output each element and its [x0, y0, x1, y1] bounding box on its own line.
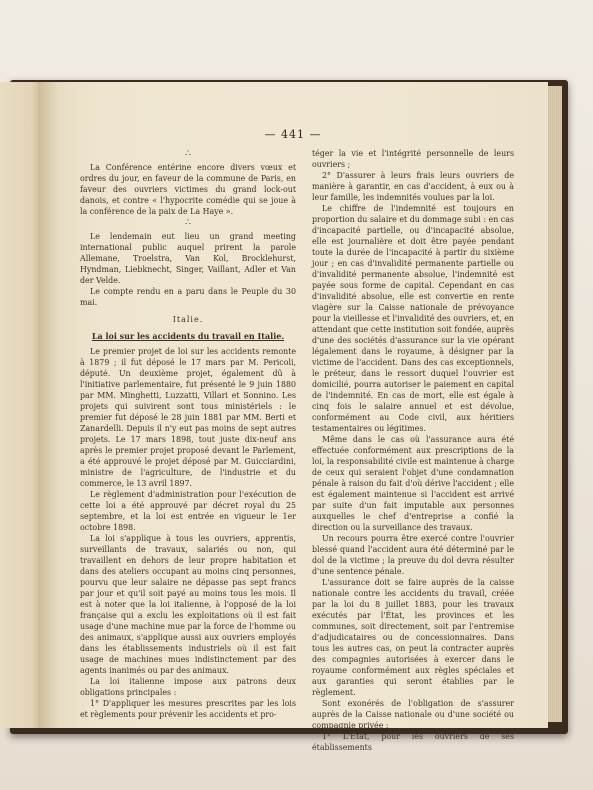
right-column [312, 148, 514, 753]
paragraph: Le compte rendu en a paru dans le Peuple du 30 mai. [80, 287, 296, 307]
paragraph: 1° D'appliquer les mesures prescrites par les lois et règlements pour prévenir les accidents et pro- [80, 699, 296, 719]
paragraph: La Conférence entérine encore divers vœux et ordres du jour, en faveur de la commune de Paris, en faveur des ouvriers victimes du grand lock-out danois, et contre « l'hypocrite comédie qui se joue à la conférence de la paix de La Haye ». [80, 163, 296, 216]
paragraph: La loi italienne impose aux patrons deux obligations principales : [80, 677, 296, 697]
paragraph: Le premier projet de loi sur les accidents remonte à 1879 ; il fut déposé le 17 mars par M. Pericoli, député. Un deuxième projet, également dû à l'initiative parlementaire, fut présenté le 9 juin 1880 par MM. Minghetti, Luzzatti, Villari et Sonnino. Les projets qui suivirent sont tous ministériels : le premier fut déposé le 28 juin 1881 par MM. Berti et Zanardelli. Depuis il n'y eut pas moins de sept autres projets. Le 17 mars 1898, tout juste dix-neuf ans après le premier projet proposé devant le Parlement, a été approuvé le projet déposé par M. Guicciardini, ministre de l'agriculture, de l'industrie et du commerce, le 13 avril 1897. [80, 347, 296, 488]
separator-stars: ∴ [185, 149, 191, 159]
paragraph: Un recours pourra être exercé contre l'ouvrier blessé quand l'accident aura été déterminé par le dol de la victime ; la preuve du dol devra résulter d'une sentence pénale. [312, 534, 514, 576]
paragraph: 2° D'assurer à leurs frais leurs ouvriers de manière à garantir, en cas d'accident, à eux ou à leur famille, les indemnités voulues par la loi. [312, 171, 514, 202]
paragraph: La loi s'applique à tous les ouvriers, apprentis, surveillants de travaux, salariés ou non, qui travaillent en dehors de leur propre habitation et dans des ateliers occupant au moins cinq personnes, pourvu que leur salaire ne dépasse pas sept francs par jour et qu'il soit payé au moins tous les mois. Il est à noter que la loi italienne, à l'opposé de la loi française qui a exclu les exploitations où il est fait usage d'une machine mue par la force de l'homme ou des animaux, s'applique aussi aux ouvriers employés dans les établissements industriels où il est fait usage de machines mues indistinctement par des agents inanimés ou par des animaux. [80, 534, 296, 675]
page-number: — 441 — [264, 128, 322, 141]
country-heading: Italie. [172, 315, 204, 324]
left-column [80, 148, 296, 720]
paragraph: téger la vie et l'intégrité personnelle de leurs ouvriers ; [312, 149, 514, 169]
open-page [38, 82, 548, 752]
paragraph: Le règlement d'administration pour l'exécution de cette loi a été approuvé par décret royal du 25 septembre, et la loi est entrée en vigueur le 1er octobre 1898. [80, 490, 296, 532]
paragraph: Sont exonérés de l'obligation de s'assurer auprès de la Caisse nationale ou d'une société ou compagnie privée : [312, 699, 514, 730]
separator-stars: ∴ [185, 218, 191, 228]
section-heading: La loi sur les accidents du travail en Italie. [91, 331, 285, 341]
paragraph: L'assurance doit se faire auprès de la caisse nationale contre les accidents du travail, créée par la loi du 8 juillet 1883, pour les travaux exécutés par l'État, les provinces et les communes, soit directement, soit par l'entremise d'adjudicataires ou de concessionnaires. Dans tous les autres cas, on peut la contracter auprès des compagnies autorisées à exercer dans le royaume conformément aux règles spéciales et aux garanties qui seront établies par le règlement. [312, 578, 514, 697]
book [0, 74, 575, 752]
paragraph: 1° L'État, pour les ouvriers de ses établissements [312, 732, 514, 752]
paragraph: Même dans le cas où l'assurance aura été effectuée conformément aux prescriptions de la loi, la responsabilité civile est maintenue à charge de ceux qui seraient l'objet d'une condamnation pénale à raison du fait d'où dérive l'accident ; elle est également maintenue si l'accident est arrivé par suite d'un fait imputable aux personnes auxquelles le chef d'entreprise a confié la direction ou la surveillance des travaux. [312, 435, 514, 532]
paragraph: Le chiffre de l'indemnité est toujours en proportion du salaire et du dommage subi : en cas d'incapacité partielle, ou d'incapacité absolue, elle est journalière et doit être payée pendant toute la durée de l'incapacité à partir du sixième jour ; en cas d'invalidité permanente partielle ou d'invalidité permanente absolue, l'indemnité est payée sous forme de capital. Cependant en cas d'invalidité absolue, elle est convertie en rente viagère sur la Caisse nationale de prévoyance pour la vieillesse et l'invalidité des ouvriers, et, en attendant que cette institution soit fondée, auprès d'une des sociétés d'assurance sur la vie opérant légalement dans le royaume, à désigner par la victime de l'accident. Dans des cas exceptionnels, le préteur, dans le ressort duquel l'ouvrier est domicilié, pourra autoriser le paiement en capital de l'indemnité. En cas de mort, elle est égale à cinq fois le salaire annuel et est dévolue, conformément au Code civil, aux héritiers testamentaires ou légitimes. [312, 204, 514, 433]
paragraph: Le lendemain eut lieu un grand meeting international public auquel prirent la parole Allemane, Troelstra, Van Kol, Brocklehurst, Hyndman, Liebknecht, Singer, Vaillant, Adler et Van der Velde. [80, 232, 296, 285]
